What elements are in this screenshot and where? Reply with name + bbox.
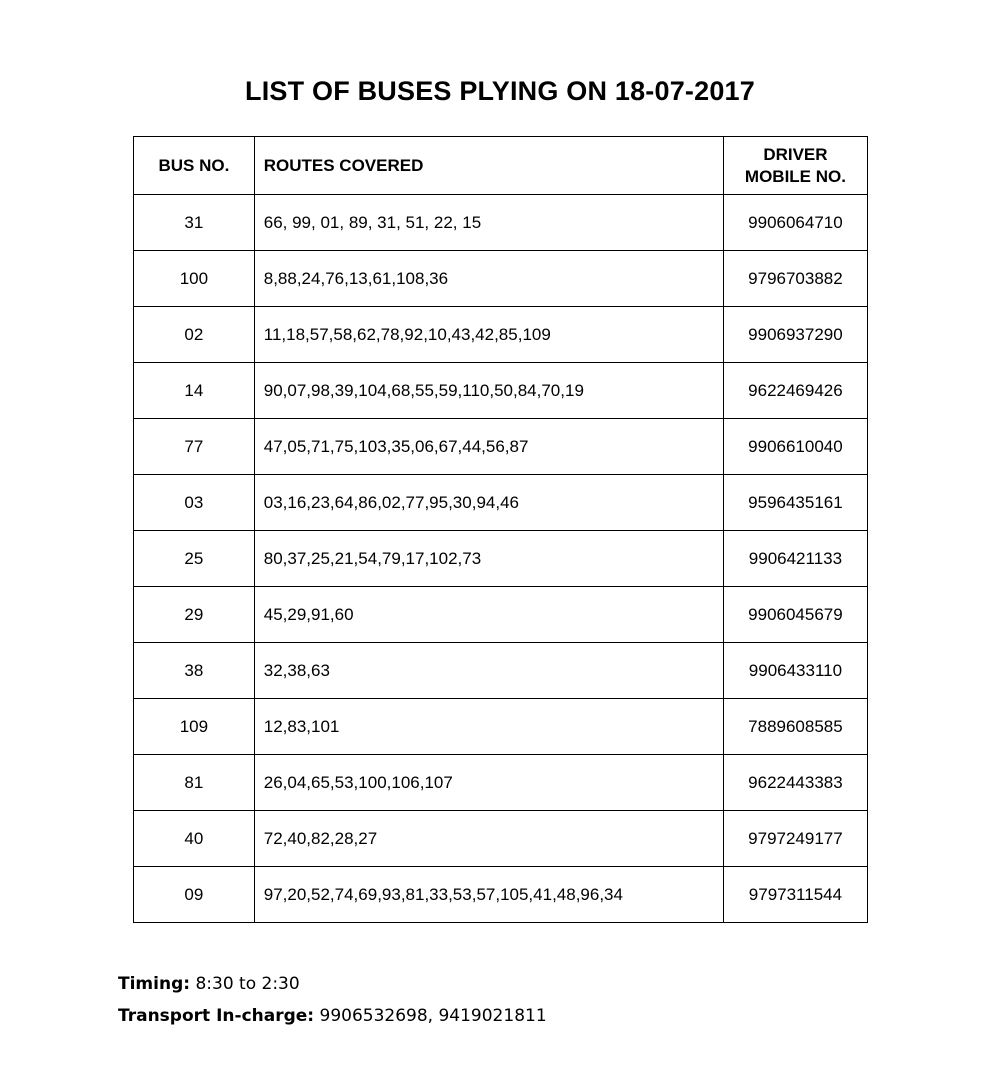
table-row — [134, 419, 868, 475]
table-row — [134, 643, 868, 699]
page-title: LIST OF BUSES PLYING ON 18-07-2017 — [245, 76, 755, 106]
routes-cell: 97,20,52,74,69,93,81,33,53,57,105,41,48,96,34 — [254, 867, 723, 923]
driver-mobile-cell: 9796703882 — [723, 251, 867, 307]
table-body — [134, 195, 868, 923]
routes-cell: 80,37,25,21,54,79,17,102,73 — [254, 531, 723, 587]
header-driver-line2: MOBILE NO. — [744, 166, 846, 186]
table-header-row — [134, 137, 868, 195]
routes-cell: 26,04,65,53,100,106,107 — [254, 755, 723, 811]
incharge-label: Transport In-charge: — [118, 1006, 315, 1026]
table-row — [134, 475, 868, 531]
driver-mobile-cell: 9906433110 — [723, 643, 867, 699]
routes-cell: 03,16,23,64,86,02,77,95,30,94,46 — [254, 475, 723, 531]
routes-cell: 11,18,57,58,62,78,92,10,43,42,85,109 — [254, 307, 723, 363]
driver-mobile-cell: 9906064710 — [723, 195, 867, 251]
bus-no-cell: 109 — [134, 699, 255, 755]
driver-mobile-cell: 9622469426 — [723, 363, 867, 419]
bus-no-cell: 81 — [134, 755, 255, 811]
header-routes-covered: ROUTES COVERED — [254, 137, 723, 195]
bus-no-cell: 77 — [134, 419, 255, 475]
driver-mobile-cell: 9797311544 — [723, 867, 867, 923]
bus-no-cell: 03 — [134, 475, 255, 531]
routes-cell: 12,83,101 — [254, 699, 723, 755]
transport-incharge-line — [118, 1006, 547, 1026]
routes-cell: 45,29,91,60 — [254, 587, 723, 643]
bus-no-cell: 31 — [134, 195, 255, 251]
routes-cell: 72,40,82,28,27 — [254, 811, 723, 867]
driver-mobile-cell: 9906610040 — [723, 419, 867, 475]
routes-cell: 8,88,24,76,13,61,108,36 — [254, 251, 723, 307]
routes-cell: 66, 99, 01, 89, 31, 51, 22, 15 — [254, 195, 723, 251]
driver-mobile-cell: 9797249177 — [723, 811, 867, 867]
bus-table — [133, 136, 868, 923]
table-row — [134, 531, 868, 587]
table-row — [134, 363, 868, 419]
bus-no-cell: 100 — [134, 251, 255, 307]
timing-label: Timing: — [118, 974, 191, 994]
table-row — [134, 251, 868, 307]
driver-mobile-cell: 9622443383 — [723, 755, 867, 811]
timing-line — [118, 974, 300, 994]
bus-no-cell: 09 — [134, 867, 255, 923]
routes-cell: 47,05,71,75,103,35,06,67,44,56,87 — [254, 419, 723, 475]
table-row — [134, 195, 868, 251]
incharge-value: 9906532698, 9419021811 — [319, 1006, 547, 1026]
bus-no-cell: 29 — [134, 587, 255, 643]
driver-mobile-cell: 9906937290 — [723, 307, 867, 363]
driver-mobile-cell: 7889608585 — [723, 699, 867, 755]
routes-cell: 90,07,98,39,104,68,55,59,110,50,84,70,19 — [254, 363, 723, 419]
bus-no-cell: 14 — [134, 363, 255, 419]
table-row — [134, 587, 868, 643]
routes-cell: 32,38,63 — [254, 643, 723, 699]
driver-mobile-cell: 9906045679 — [723, 587, 867, 643]
table-row — [134, 699, 868, 755]
header-driver-line1: DRIVER — [763, 144, 828, 164]
header-bus-no: BUS NO. — [134, 137, 255, 195]
bus-no-cell: 40 — [134, 811, 255, 867]
bus-no-cell: 25 — [134, 531, 255, 587]
driver-mobile-cell: 9906421133 — [723, 531, 867, 587]
header-driver-mobile — [723, 137, 867, 195]
table-row — [134, 755, 868, 811]
table-row — [134, 307, 868, 363]
timing-value: 8:30 to 2:30 — [195, 974, 300, 994]
table-row — [134, 867, 868, 923]
bus-no-cell: 38 — [134, 643, 255, 699]
driver-mobile-cell: 9596435161 — [723, 475, 867, 531]
table-row — [134, 811, 868, 867]
bus-no-cell: 02 — [134, 307, 255, 363]
